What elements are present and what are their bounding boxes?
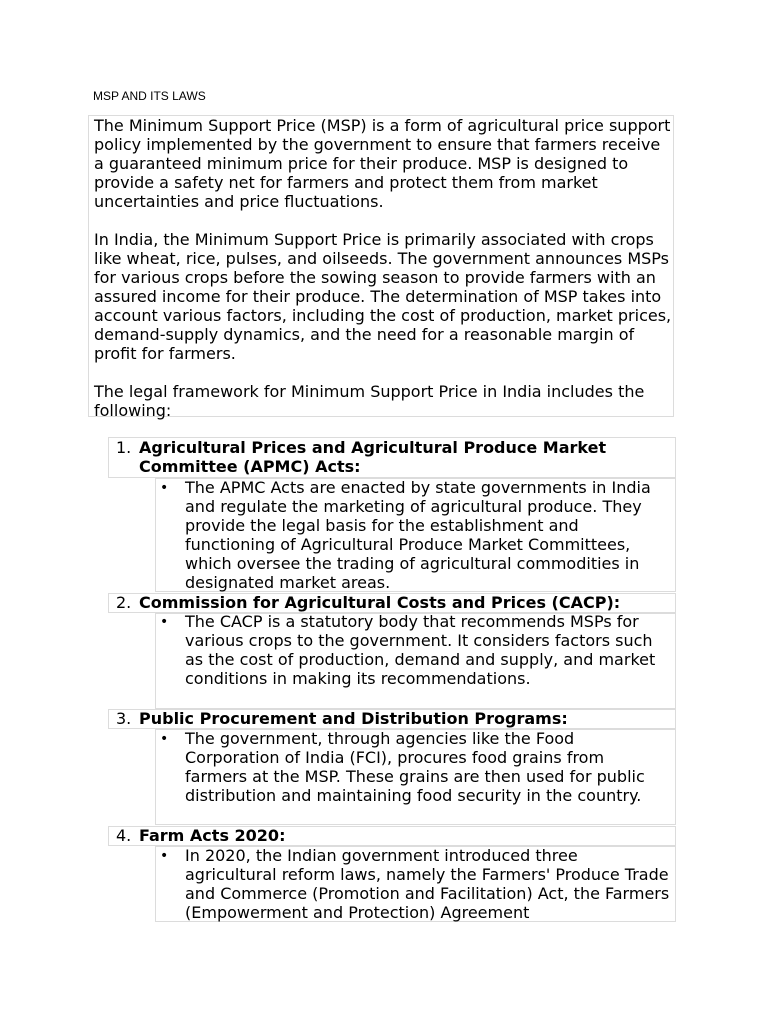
law-3-title: Public Procurement and Distribution Programs: [139, 709, 568, 728]
law-2-number: 2. [116, 593, 132, 612]
intro-paragraph-3: The legal framework for Minimum Support Price in India includes the following: [94, 382, 645, 420]
law-2-description: The CACP is a statutory body that recommends MSPs for various crops to the government. It considers factors such as the cost of production, demand and supply, and market conditions in making its recommendations. [185, 612, 656, 688]
law-3-description: The government, through agencies like the Food Corporation of India (FCI), procures food grains from farmers at the MSP. These grains are then used for public distribution and maintaining food security in the country. [185, 729, 645, 805]
law-4-bullet-icon: • [160, 848, 169, 864]
law-3-number: 3. [116, 709, 132, 728]
intro-paragraph-2: In India, the Minimum Support Price is primarily associated with crops like wheat, rice, pulses, and oilseeds. The government announces MSPs for various crops before the sowing season to provide farmers with an assured income for their produce. The determination of MSP takes into account various factors, including the cost of production, market prices, demand-supply dynamics, and the need for a reasonable margin of profit for farmers. [94, 230, 672, 363]
law-1-bullet-icon: • [160, 480, 169, 496]
law-2-bullet-icon: • [160, 614, 169, 630]
law-1-number: 1. [116, 438, 132, 457]
intro-paragraph-1: The Minimum Support Price (MSP) is a form of agricultural price support policy implemented by the government to ensure that farmers receive a guaranteed minimum price for their produce. MSP is designed to provide a safety net for farmers and protect them from market uncertainties and price fluctuations. [94, 116, 671, 211]
intro-box [88, 115, 674, 420]
law-4-title: Farm Acts 2020: [139, 826, 286, 845]
document-heading: MSP AND ITS LAWS [93, 89, 206, 103]
law-3-bullet-icon: • [160, 731, 169, 747]
law-2-title: Commission for Agricultural Costs and Prices (CACP): [139, 593, 621, 612]
law-4-number: 4. [116, 826, 132, 845]
law-1-title: Agricultural Prices and Agricultural Produce Market Committee (APMC) Acts: [139, 438, 607, 476]
law-4-description: In 2020, the Indian government introduced three agricultural reform laws, namely the Farmers' Produce Trade and Commerce (Promotion and Facilitation) Act, the Farmers (Empowerment and Protection) Agreement [185, 846, 670, 922]
law-1-description: The APMC Acts are enacted by state governments in India and regulate the marketing of agricultural produce. They provide the legal basis for the establishment and functioning of Agricultural Produce Market Committees, which oversee the trading of agricultural commodities in designated market areas. [185, 478, 651, 592]
